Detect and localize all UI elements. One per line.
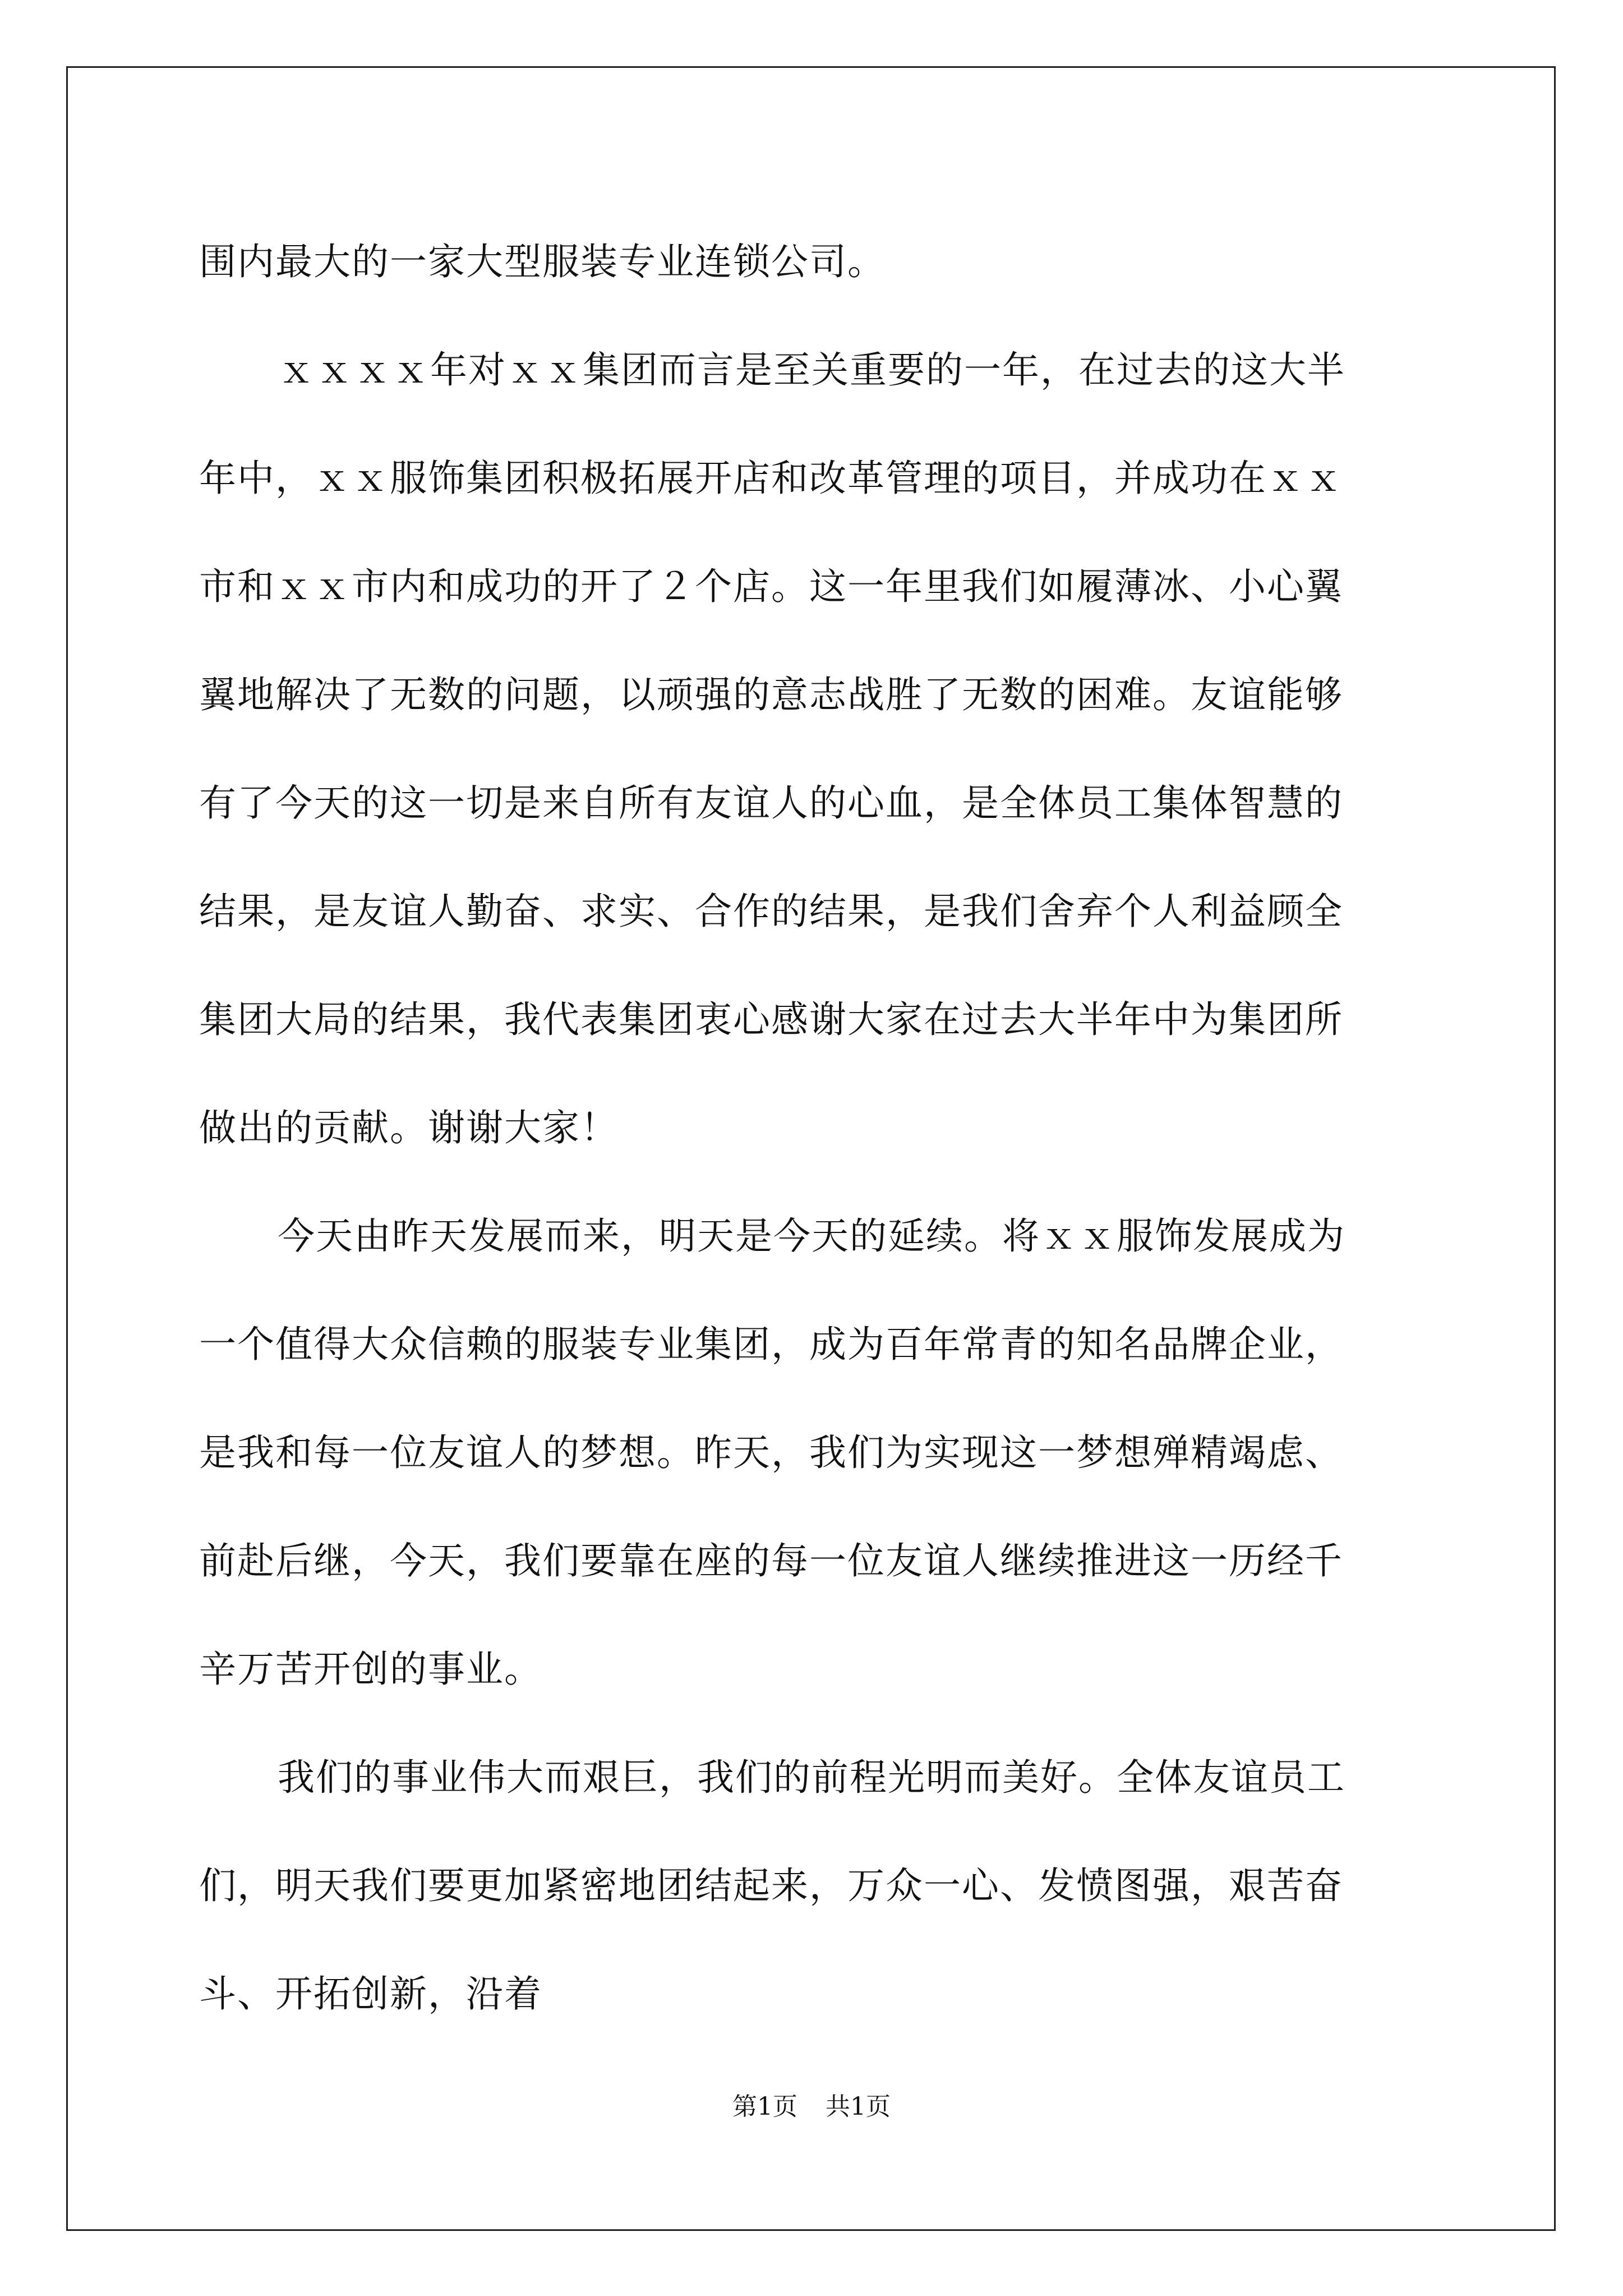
text-line: 翼地解决了无数的问题，以顽强的意志战胜了无数的困难。友谊能够 — [199, 673, 1343, 716]
text-line: 年中，ｘｘ服饰集团积极拓展开店和改革管理的项目，并成功在ｘｘ — [199, 457, 1343, 500]
text-line: 我们的事业伟大而艰巨，我们的前程光明而美好。全体友谊员工 — [278, 1756, 1345, 1799]
page-number-total: 共1页 — [826, 2092, 891, 2121]
text-line: 是我和每一位友谊人的梦想。昨天，我们为实现这一梦想殚精竭虑、 — [199, 1431, 1343, 1474]
text-line: 结果，是友谊人勤奋、求实、合作的结果，是我们舍弃个人利益顾全 — [199, 890, 1343, 933]
text-line: 辛万苦开创的事业。 — [199, 1648, 542, 1691]
text-line: 前赴后继，今天，我们要靠在座的每一位友谊人继续推进这一历经千 — [199, 1539, 1343, 1582]
text-line: 一个值得大众信赖的服装专业集团，成为百年常青的知名品牌企业， — [199, 1323, 1343, 1366]
page-footer — [0, 2090, 1623, 2124]
text-line: 做出的贡献。谢谢大家！ — [199, 1106, 619, 1149]
document-body — [199, 208, 1433, 2048]
text-line: 们，明天我们要更加紧密地团结起来，万众一心、发愤图强，艰苦奋 — [199, 1864, 1343, 1907]
text-line: 有了今天的这一切是来自所有友谊人的心血，是全体员工集体智慧的 — [199, 781, 1343, 825]
text-line: 斗、开拓创新，沿着 — [199, 1972, 542, 2016]
text-line: 围内最大的一家大型服装专业连锁公司。 — [199, 240, 886, 283]
page-number-current: 第1页 — [732, 2092, 797, 2121]
text-line: 今天由昨天发展而来，明天是今天的延续。将ｘｘ服饰发展成为 — [278, 1214, 1345, 1258]
text-line: 市和ｘｘ市内和成功的开了２个店。这一年里我们如履薄冰、小心翼 — [199, 565, 1343, 608]
text-line: ｘｘｘｘ年对ｘｘ集团而言是至关重要的一年，在过去的这大半 — [278, 348, 1345, 392]
text-line: 集团大局的结果，我代表集团衷心感谢大家在过去大半年中为集团所 — [199, 998, 1343, 1041]
